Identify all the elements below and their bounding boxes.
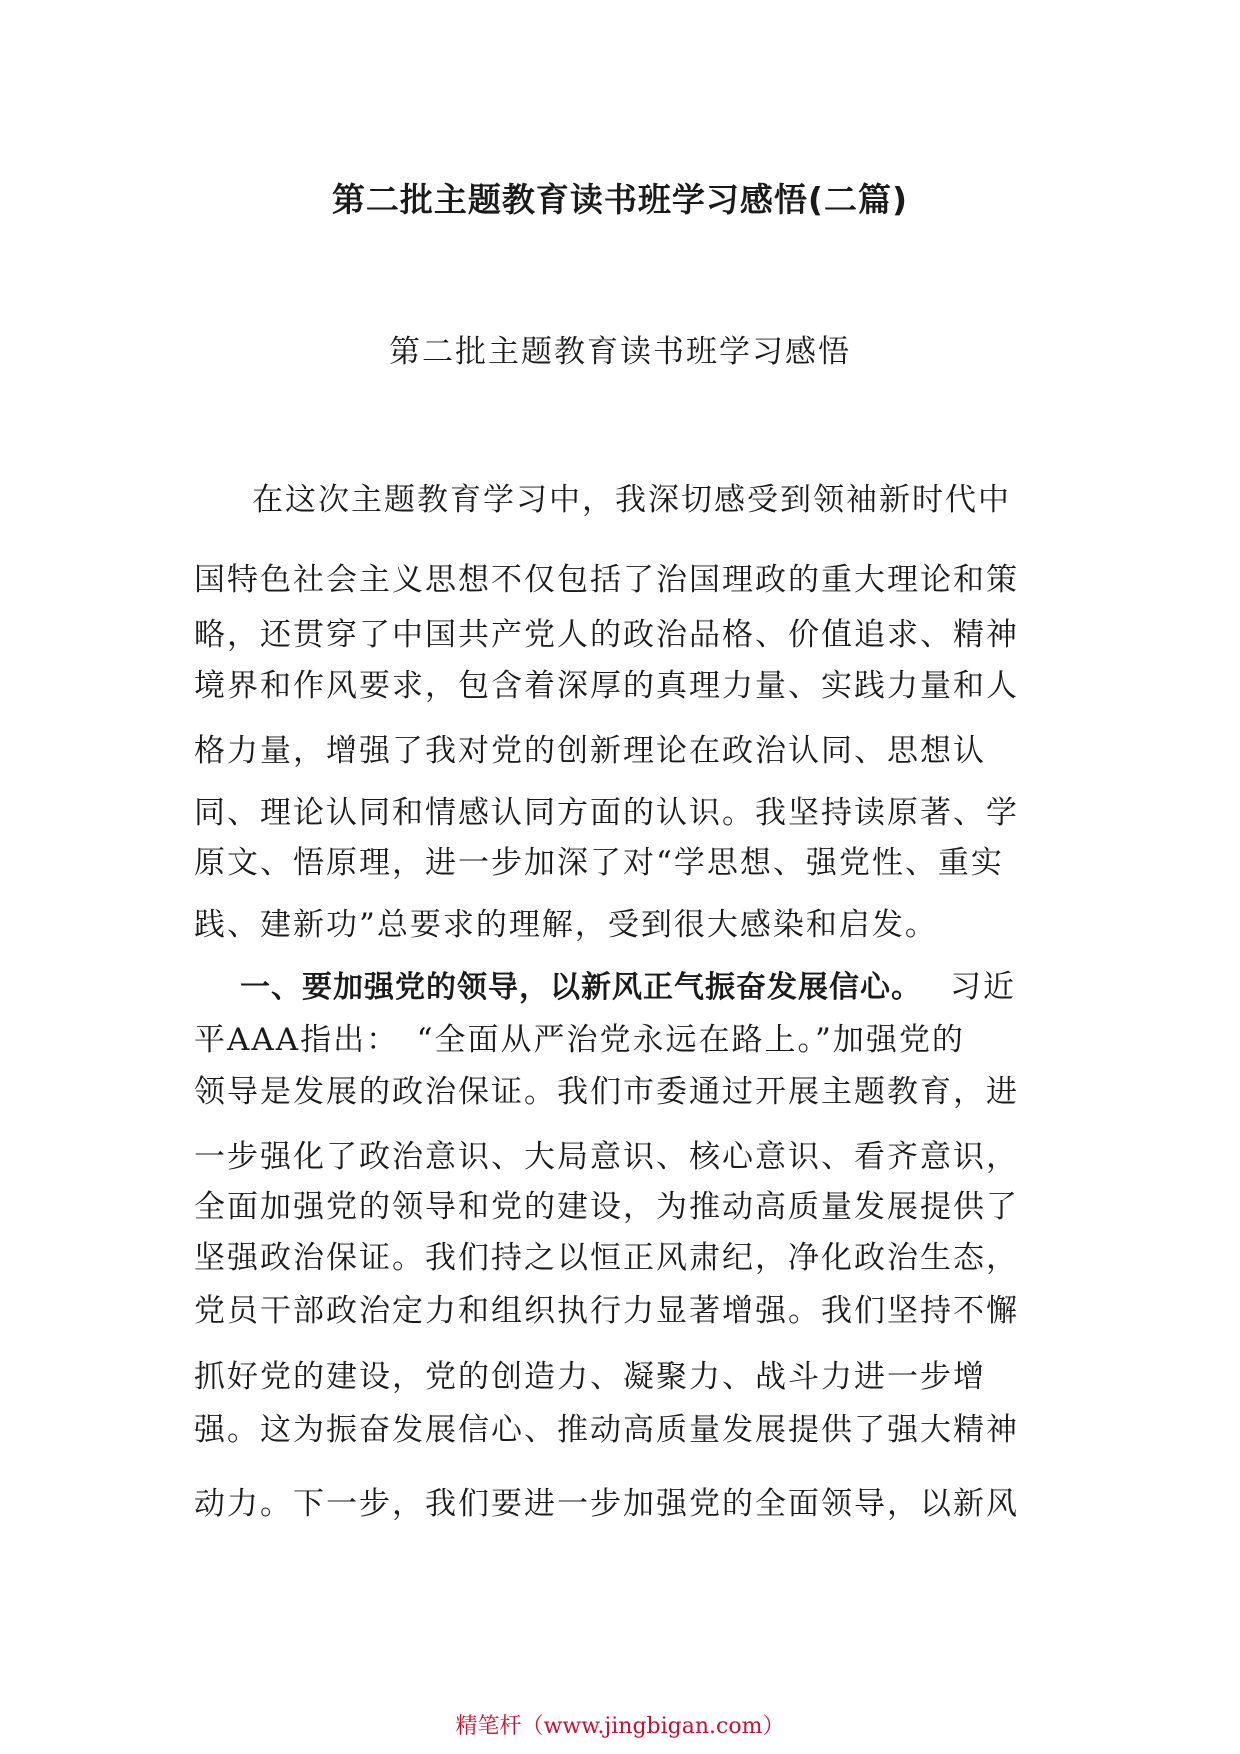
paragraph-line: 坚强政治保证。我们持之以恒正风肃纪，净化政治生态， [194,1240,1019,1276]
paragraph-line: 一步强化了政治意识、大局意识、核心意识、看齐意识， [194,1139,1019,1175]
footer-watermark: 精笔杆（www.jingbigan.com） [455,1714,785,1739]
paragraph-line: 抓好党的建设，党的创造力、凝聚力、战斗力进一步增 [194,1359,986,1395]
paragraph-line: 领导是发展的政治保证。我们市委通过开展主题教育，进 [194,1074,1019,1110]
document-title: 第二批主题教育读书班学习感悟(二篇) [331,180,909,219]
paragraph-line: 强。这为振奋发展信心、推动高质量发展提供了强大精神 [194,1412,1019,1448]
section-heading: 一、要加强党的领导，以新风正气振奋发展信心。 [240,970,922,1005]
paragraph-line: 略，还贯穿了中国共产党人的政治品格、价值追求、精神 [194,617,1019,653]
paragraph-line: 格力量，增强了我对党的创新理论在政治认同、思想认 [194,733,986,769]
paragraph-line: 动力。下一步，我们要进一步加强党的全面领导，以新风 [194,1486,1019,1522]
paragraph-line: 国特色社会主义思想不仅包括了治国理政的重大理论和策 [194,562,1019,598]
paragraph-line: 党员干部政治定力和组织执行力显著增强。我们坚持不懈 [194,1293,1019,1329]
document-subtitle: 第二批主题教育读书班学习感悟 [389,334,851,370]
paragraph-line: 原文、悟原理，进一步加深了对“学思想、强党性、重实 [194,845,1004,881]
section-heading-line [240,967,1100,1008]
paragraph-line: 同、理论认同和情感认同方面的认识。我坚持读原著、学 [194,795,1019,831]
paragraph-line: 平AAA指出： “全面从严治党永远在路上。”加强党的 [194,1022,965,1058]
paragraph-line: 境界和作风要求，包含着深厚的真理力量、实践力量和人 [194,668,1019,704]
paragraph-line: 在这次主题教育学习中，我深切感受到领袖新时代中 [252,482,1011,518]
section-heading-tail: 习近 [950,969,1016,1005]
paragraph-line: 全面加强党的领导和党的建设，为推动高质量发展提供了 [194,1189,1019,1225]
paragraph-line: 践、建新功”总要求的理解，受到很大感染和启发。 [194,907,938,943]
